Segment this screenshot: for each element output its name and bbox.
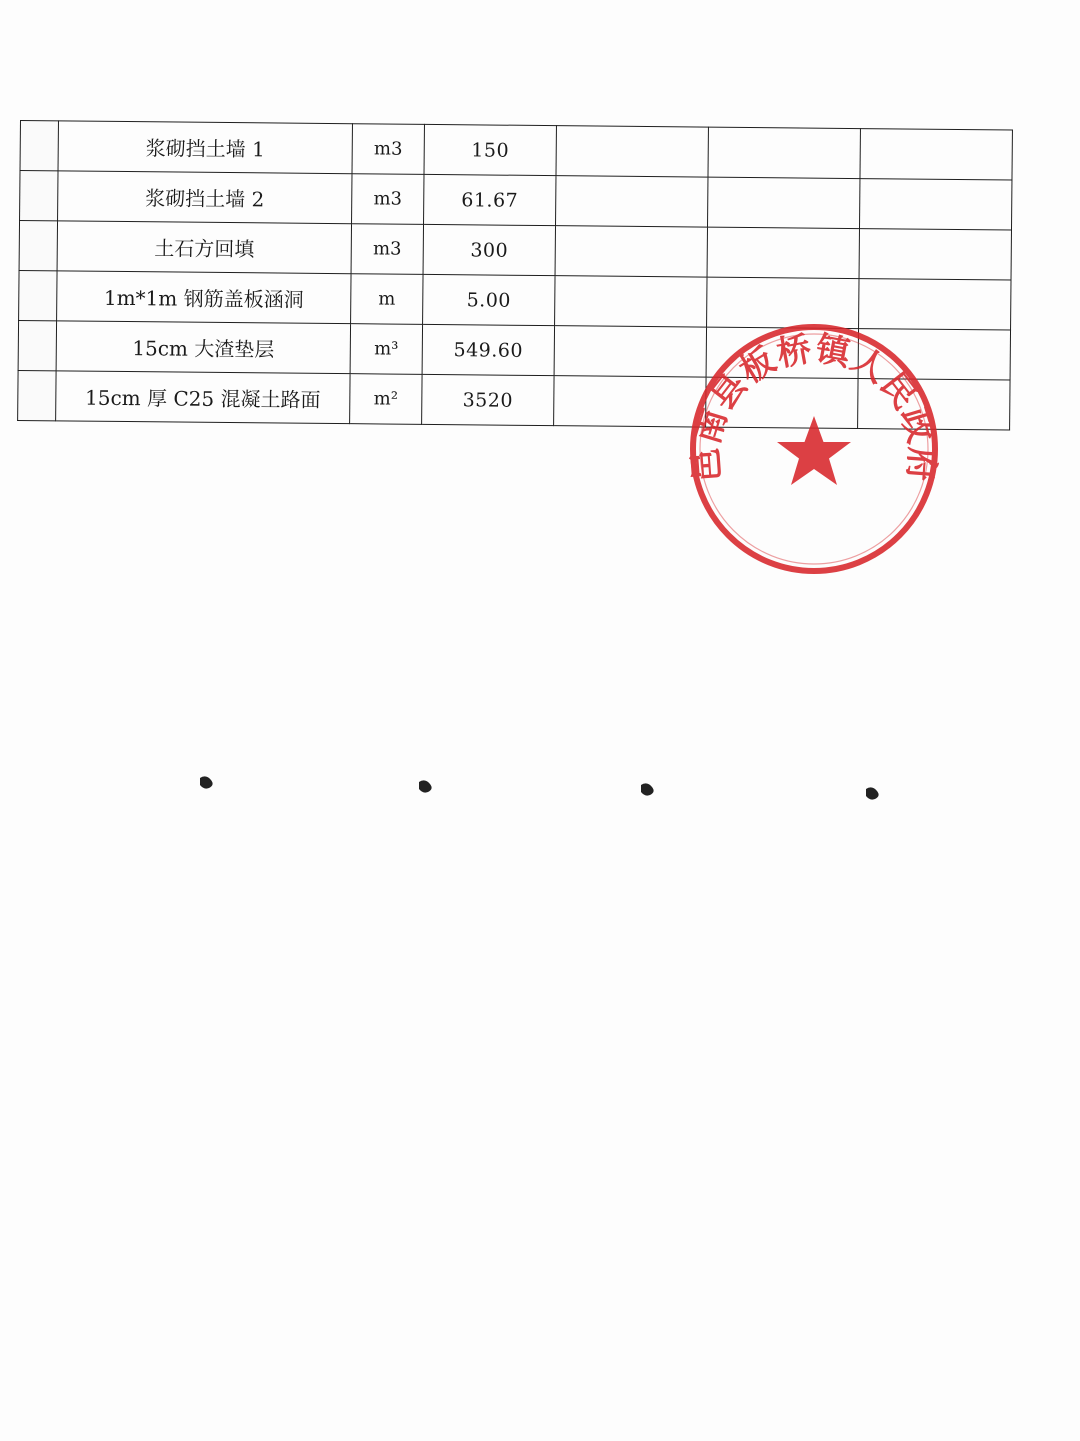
item-name-cell: 浆砌挡土墙 2 xyxy=(58,171,352,224)
item-name-cell: 1m*1m 钢筋盖板涵洞 xyxy=(57,271,351,324)
unit-cell: m² xyxy=(350,374,422,425)
row-number-cell xyxy=(19,221,57,271)
quantity-cell: 61.67 xyxy=(424,174,556,225)
unit-cell: m xyxy=(351,274,423,325)
scan-mark xyxy=(419,780,432,792)
item-name-cell: 15cm 大渣垫层 xyxy=(56,321,350,374)
empty-cell xyxy=(706,327,858,378)
unit-cell: m3 xyxy=(352,124,424,175)
scan-mark xyxy=(866,787,879,799)
quantity-cell: 150 xyxy=(424,124,556,175)
empty-cell xyxy=(707,277,859,328)
empty-cell xyxy=(556,126,708,177)
item-name-cell: 15cm 厚 C25 混凝土路面 xyxy=(56,371,350,424)
unit-cell: m3 xyxy=(351,224,423,275)
row-number-cell xyxy=(19,270,57,320)
empty-cell xyxy=(858,329,1010,380)
item-name-cell: 土石方回填 xyxy=(57,221,351,274)
empty-cell xyxy=(859,229,1011,280)
empty-cell xyxy=(556,176,708,227)
unit-cell: m³ xyxy=(350,324,422,375)
empty-cell xyxy=(708,127,860,178)
scan-mark xyxy=(641,783,654,795)
seal-text: 邑南县板桥镇人民政府 xyxy=(686,328,942,484)
empty-cell xyxy=(859,279,1011,330)
empty-cell xyxy=(706,377,858,428)
table-row xyxy=(18,370,1010,430)
empty-cell xyxy=(554,376,706,427)
empty-cell xyxy=(859,179,1011,230)
empty-cell xyxy=(858,379,1010,430)
unit-cell: m3 xyxy=(352,174,424,225)
empty-cell xyxy=(860,129,1012,180)
quantity-table-wrapper xyxy=(17,120,1012,431)
quantity-cell: 3520 xyxy=(422,374,554,425)
empty-cell xyxy=(708,177,860,228)
quantity-cell: 549.60 xyxy=(422,324,554,375)
row-number-cell xyxy=(18,370,56,420)
item-name-cell: 浆砌挡土墙 1 xyxy=(58,121,352,174)
quantity-table xyxy=(17,120,1013,431)
row-number-cell xyxy=(20,121,58,171)
scan-mark xyxy=(200,776,213,788)
empty-cell xyxy=(707,227,859,278)
quantity-cell: 300 xyxy=(423,224,555,275)
quantity-cell: 5.00 xyxy=(423,274,555,325)
empty-cell xyxy=(554,326,706,377)
row-number-cell xyxy=(18,320,56,370)
row-number-cell xyxy=(20,171,58,221)
empty-cell xyxy=(555,226,707,277)
empty-cell xyxy=(555,276,707,327)
